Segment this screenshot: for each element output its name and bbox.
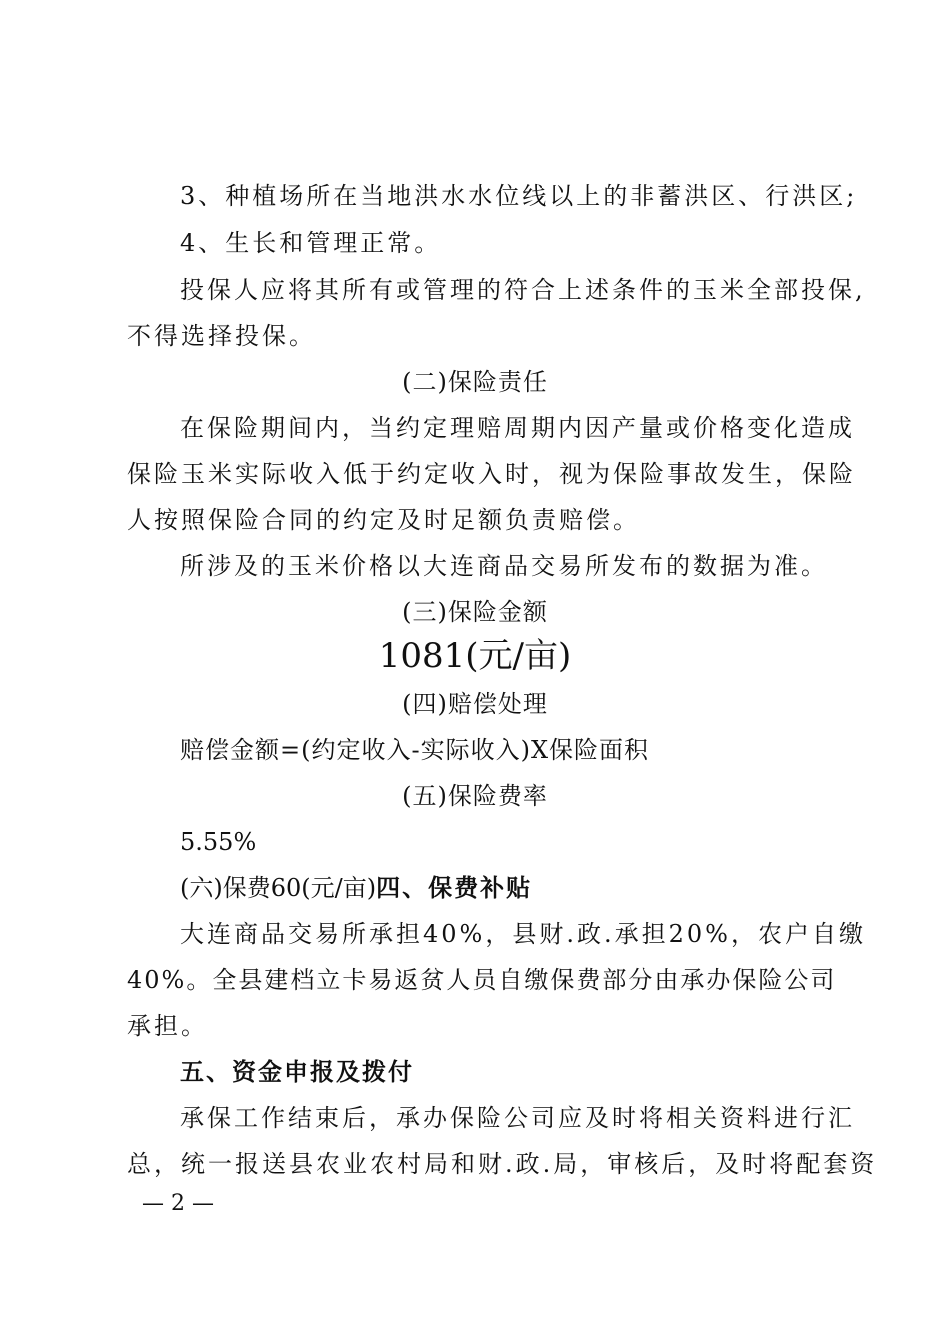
body-line: 人按照保险合同的约定及时足额负责赔偿。 bbox=[127, 506, 640, 534]
formula-line: 赔偿金额=(约定收入-实际收入)X保险面积 bbox=[180, 736, 650, 764]
section-heading: (五)保险费率 bbox=[402, 782, 548, 810]
body-line: 所涉及的玉米价格以大连商品交易所发布的数据为准。 bbox=[180, 552, 828, 580]
body-line: 40%。全县建档立卡易返贫人员自缴保费部分由承办保险公司 bbox=[127, 966, 837, 994]
premium-line bbox=[180, 872, 532, 904]
section-heading: (三)保险金额 bbox=[402, 598, 548, 626]
body-line: 在保险期间内，当约定理赔周期内因产量或价格变化造成 bbox=[180, 414, 855, 442]
section-four-heading: 四、保费补贴 bbox=[376, 874, 533, 902]
body-line: 承担。 bbox=[127, 1012, 208, 1040]
body-line: 总，统一报送县农业农村局和财.政.局，审核后，及时将配套资 bbox=[127, 1150, 878, 1178]
body-line: 4、生长和管理正常。 bbox=[180, 229, 442, 257]
premium-text: (六)保费60(元/亩) bbox=[180, 874, 377, 902]
body-line: 承保工作结束后，承办保险公司应及时将相关资料进行汇 bbox=[180, 1104, 855, 1132]
insurance-amount: 1081(元/亩) bbox=[378, 636, 572, 676]
body-line: 不得选择投保。 bbox=[127, 322, 316, 350]
body-line: 3、种植场所在当地洪水水位线以上的非蓄洪区、行洪区; bbox=[180, 182, 858, 210]
body-line: 保险玉米实际收入低于约定收入时，视为保险事故发生，保险 bbox=[127, 460, 856, 488]
section-heading: (二)保险责任 bbox=[402, 368, 548, 396]
rate-value: 5.55% bbox=[180, 828, 257, 856]
body-line: 大连商品交易所承担40%，县财.政.承担20%，农户自缴 bbox=[180, 920, 866, 948]
page-number: — 2 — bbox=[142, 1191, 214, 1216]
section-five-heading: 五、资金申报及拨付 bbox=[180, 1058, 414, 1086]
section-heading: (四)赔偿处理 bbox=[402, 690, 548, 718]
body-line: 投保人应将其所有或管理的符合上述条件的玉米全部投保, bbox=[180, 276, 866, 304]
